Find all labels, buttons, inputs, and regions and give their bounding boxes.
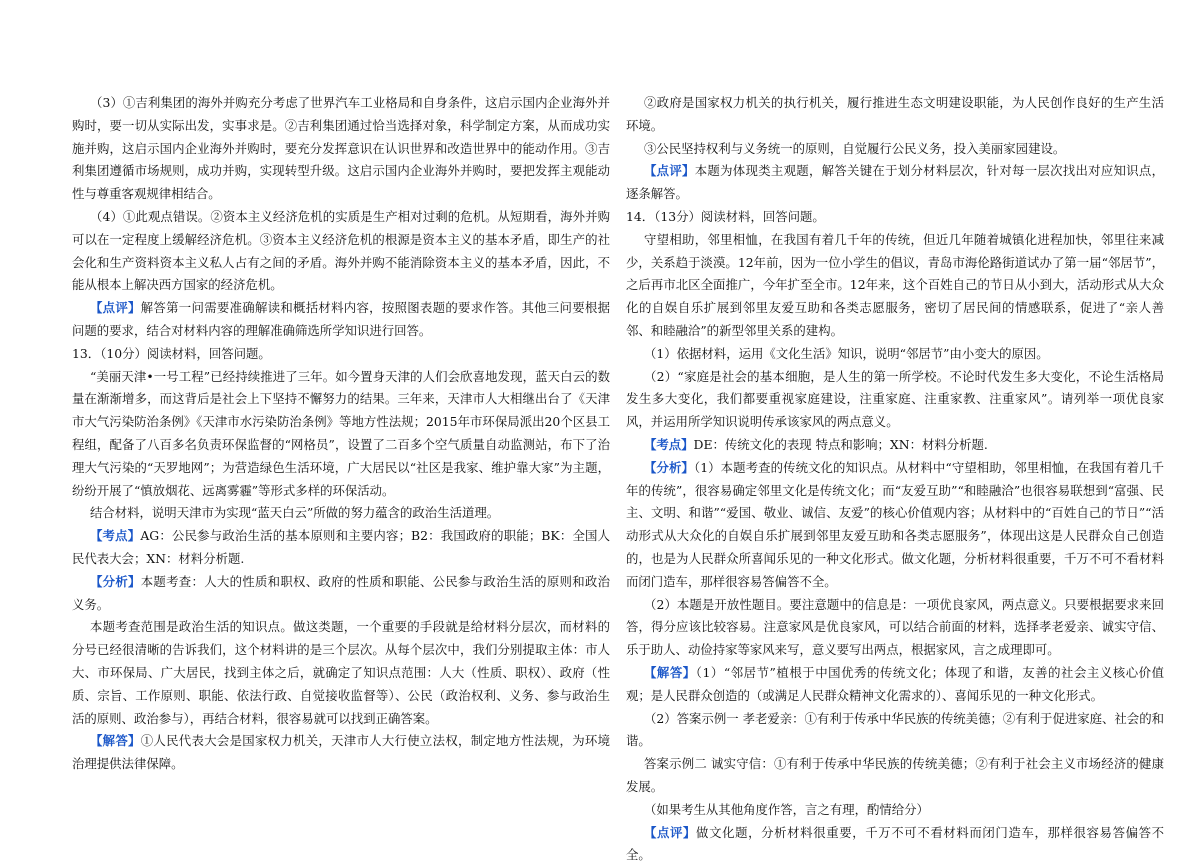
- comment-paragraph: [72, 297, 610, 343]
- comment-tag: 【点评】: [90, 300, 141, 315]
- analysis-text: 本题考查：人大的性质和职权、政府的性质和职能、公民参与政治生活的原则和政治义务。: [72, 574, 610, 612]
- knowledge-point-tag: 【考点】: [90, 528, 140, 543]
- answer-example: 答案示例二 诚实守信：①有利于传承中华民族的传统美德；②有利于社会主义市场经济的健康发展。: [626, 753, 1164, 799]
- comment-text: 解答第一问需要准确解读和概括材料内容，按照图表题的要求作答。其他三问要根据问题的要求，结合对材料内容的理解准确筛选所学知识进行回答。: [72, 300, 610, 338]
- answer-paragraph: （3）①吉利集团的海外并购充分考虑了世界汽车工业格局和自身条件，这启示国内企业海外并购时，要一切从实际出发，实事求是。②吉利集团通过恰当选择对象，科学制定方案，从而成功实施并购，这启示国内企业海外并购时，要充分发挥意识在认识世界和改造世界中的能动作用。③吉利集团遵循市场规则，成功并购，实现转型升级。这启示国内企业海外并购时，要把发挥主观能动性与尊重客观规律相结合。: [72, 92, 610, 206]
- comment-tag: 【点评】: [644, 163, 695, 178]
- solution-paragraph: ③公民坚持权利与义务统一的原则，自觉履行公民义务，投入美丽家园建设。: [626, 138, 1164, 161]
- knowledge-point-tag: 【考点】: [644, 437, 694, 452]
- knowledge-point-text: DE：传统文化的表现 特点和影响；XN：材料分析题.: [694, 437, 988, 452]
- question-prompt: 结合材料，说明天津市为实现“蓝天白云”所做的努力蕴含的政治生活道理。: [72, 502, 610, 525]
- analysis-paragraph: [72, 571, 610, 617]
- left-column: [72, 92, 610, 776]
- material-paragraph: 守望相助，邻里相恤，在我国有着几千年的传统，但近几年随着城镇化进程加快，邻里往来减少，关系趋于淡漠。12年前，因为一位小学生的倡议，青岛市海伦路街道试办了第一届“邻居节”，之后再市北区全面推广，今年扩至全市。12年来，这个百姓自己的节日从小到大，活动形式从大众化的自娱自乐扩展到邻里友爱互助和各类志愿服务，密切了居民间的情感联系，促进了“亲人善邻、和睦融洽”的新型邻里关系的建构。: [626, 229, 1164, 343]
- knowledge-point-text: AG：公民参与政治生活的基本原则和主要内容；B2：我国政府的职能；BK：全国人民代表大会；XN：材料分析题.: [72, 528, 610, 566]
- analysis-tag: 【分析】: [644, 460, 694, 475]
- comment-paragraph: [626, 822, 1164, 867]
- grading-note: （如果考生从其他角度作答，言之有理，酌情给分）: [626, 799, 1164, 822]
- analysis-paragraph: [626, 457, 1164, 594]
- analysis-paragraph: （2）本题是开放性题目。要注意题中的信息是：一项优良家风，两点意义。只要根据要求来回答，得分应该比较容易。注意家风是优良家风，可以结合前面的材料，选择孝老爱亲、诚实守信、乐于助人、动俭持家等家风来写，意义要写出两点，根据家风，言之成理即可。: [626, 594, 1164, 662]
- knowledge-point-paragraph: [626, 434, 1164, 457]
- solution-tag: 【解答】: [90, 733, 141, 748]
- question-heading: 13．（10分）阅读材料，回答问题。: [72, 343, 610, 366]
- comment-text: 做文化题，分析材料很重要，千万不可不看材料而闭门造车，那样很容易答偏答不全。: [626, 825, 1164, 863]
- comment-tag: 【点评】: [644, 825, 696, 840]
- question-heading: 14．（13分）阅读材料，回答问题。: [626, 206, 1164, 229]
- material-paragraph: “美丽天津•一号工程”已经持续推进了三年。如今置身天津的人们会欣喜地发现，蓝天白云的数量在渐渐增多，而这背后是社会上下坚持不懈努力的结果。三年来，天津市人大相继出台了《天津市大气污染防治条例》《天津市水污染防治条例》等地方性法规；2015年市环保局派出20个区县工程组，配备了八百多名负责环保监督的“网格员”，设置了二百多个空气质量自动监测站，布下了治理大气污染的“天罗地网”；为营造绿色生活环境，广大居民以“社区是我家、维护靠大家”为主题，纷纷开展了“慎放烟花、远离雾霾”等形式多样的环保活动。: [72, 366, 610, 503]
- question-prompt: （2）“家庭是社会的基本细胞，是人生的第一所学校。不论时代发生多大变化，不论生活格局发生多大变化，我们都要重视家庭建设，注重家庭、注重家教、注重家风”。请列举一项优良家风，并运用所学知识说明传承该家风的两点意义。: [626, 366, 1164, 434]
- solution-tag: 【解答】: [644, 665, 696, 680]
- question-prompt: （1）依据材料，运用《文化生活》知识，说明“邻居节”由小变大的原因。: [626, 343, 1164, 366]
- solution-paragraph: ②政府是国家权力机关的执行机关，履行推进生态文明建设职能，为人民创作良好的生产生活环境。: [626, 92, 1164, 138]
- answer-example: （2）答案示例一 孝老爱亲：①有利于传承中华民族的传统美德；②有利于促进家庭、社会的和谐。: [626, 708, 1164, 754]
- solution-text: （1）“邻居节”植根于中国优秀的传统文化；体现了和谐，友善的社会主义核心价值观；是人民群众创造的（或满足人民群众精神文化需求的）、喜闻乐见的一种文化形式。: [626, 665, 1164, 703]
- right-column: [626, 92, 1164, 867]
- solution-text: ①人民代表大会是国家权力机关，天津市人大行使立法权，制定地方性法规，为环境治理提供法律保障。: [72, 733, 610, 771]
- solution-paragraph: [626, 662, 1164, 708]
- analysis-tag: 【分析】: [90, 574, 141, 589]
- comment-paragraph: [626, 160, 1164, 206]
- knowledge-point-paragraph: [72, 525, 610, 571]
- comment-text: 本题为体现类主观题，解答关键在于划分材料层次，针对每一层次找出对应知识点，逐条解答。: [626, 163, 1164, 201]
- analysis-text: （1）本题考查的传统文化的知识点。从材料中“守望相助，邻里相恤，在我国有着几千年的传统”，很容易确定邻里文化是传统文化；而“友爱互助”“和睦融洽”也很容易联想到“富强、民主、文明、和谐”“爱国、敬业、诚信、友爱”的核心价值观内容；从材料中的“百姓自己的节日”“活动形式从大众化的自娱自乐扩展到邻里友爱互助和各类志愿服务”，体现出这是人民群众自己创造的，也是为人民群众所喜闻乐见的一种文化形式。做文化题，分析材料很重要，千万不可不看材料而闭门造车，那样很容易答偏答不全。: [626, 460, 1164, 589]
- analysis-paragraph: 本题考查范围是政治生活的知识点。做这类题，一个重要的手段就是给材料分层次，而材料的分号已经很清晰的告诉我们，这个材料讲的是三个层次。从每个层次中，我们分别提取主体：市人大、市环保局、广大居民，找到主体之后，就确定了知识点范围：人大（性质、职权）、政府（性质、宗旨、工作原则、职能、依法行政、自觉接收监督等）、公民（政治权利、义务、参与政治生活的原则、政治参与），再结合材料，很容易就可以找到正确答案。: [72, 616, 610, 730]
- solution-paragraph: [72, 730, 610, 776]
- answer-paragraph: （4）①此观点错误。②资本主义经济危机的实质是生产相对过剩的危机。从短期看，海外并购可以在一定程度上缓解经济危机。③资本主义经济危机的根源是资本主义的基本矛盾，即生产的社会化和生产资料资本主义私人占有之间的矛盾。海外并购不能消除资本主义的基本矛盾，因此，不能从根本上解决西方国家的经济危机。: [72, 206, 610, 297]
